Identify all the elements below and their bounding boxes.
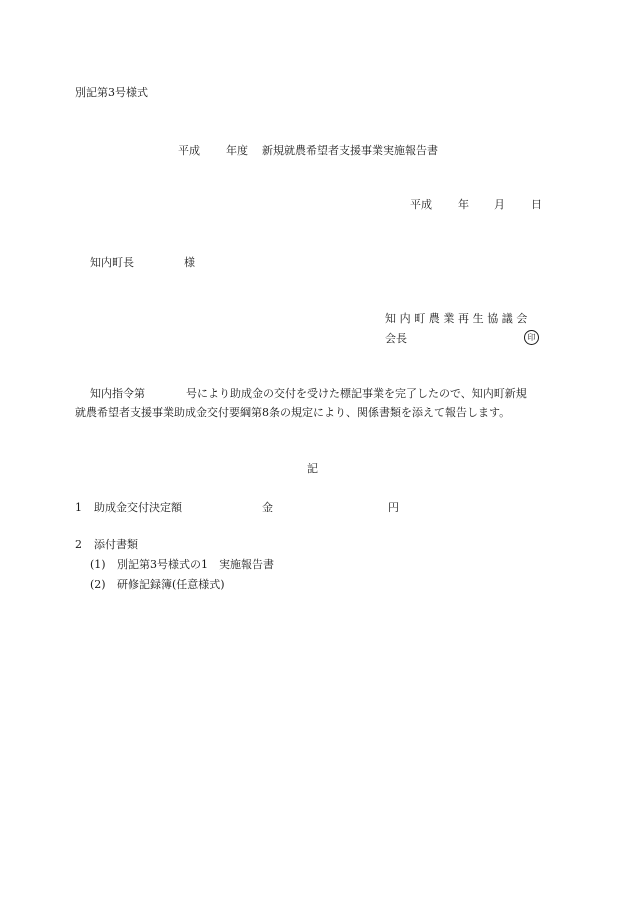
body-line-1-a: 知内指令第 <box>90 387 145 400</box>
item-grant-amount <box>75 501 399 515</box>
attachment-item <box>90 558 274 572</box>
date-era: 平成 <box>410 198 432 211</box>
addressee-honorific: 様 <box>184 256 195 269</box>
report-date <box>410 198 542 212</box>
attachment-item <box>90 578 225 592</box>
form-label: 別記第3号様式 <box>75 86 148 99</box>
item1-yen: 円 <box>388 501 399 514</box>
attachment-number: (2) <box>90 578 106 591</box>
sender-title: 会長 <box>385 332 407 345</box>
sender-organization: 知内町農業再生協議会 <box>385 312 531 325</box>
attachment-number: (1) <box>90 558 106 571</box>
item1-number: 1 <box>75 501 82 514</box>
item-attachments <box>75 538 138 552</box>
document-title <box>178 144 438 158</box>
date-month: 月 <box>494 198 505 211</box>
ki-heading: 記 <box>307 462 318 475</box>
title-era: 平成 <box>178 144 200 157</box>
title-fiscal-year: 年度 <box>226 144 248 157</box>
item2-label: 添付書類 <box>94 538 138 551</box>
attachment-text: 別記第3号様式の1 実施報告書 <box>117 558 274 571</box>
date-year: 年 <box>458 198 469 211</box>
body-line-2: 就農希望者支援事業助成金交付要綱第8条の規定により、関係書類を添えて報告します。 <box>75 406 511 419</box>
addressee-name: 知内町長 <box>90 256 134 269</box>
attachment-text: 研修記録簿(任意様式) <box>117 578 225 591</box>
item2-number: 2 <box>75 538 82 551</box>
seal-mark: 印 <box>524 330 539 345</box>
item1-label: 助成金交付決定額 <box>94 501 182 514</box>
date-day: 日 <box>531 198 542 211</box>
body-line-1-b: 号により助成金の交付を受けた標記事業を完了したので、知内町新規 <box>186 387 527 400</box>
body-line-1 <box>90 387 527 401</box>
item1-kin: 金 <box>262 501 273 514</box>
title-name: 新規就農希望者支援事業実施報告書 <box>262 144 438 157</box>
addressee <box>90 256 195 270</box>
